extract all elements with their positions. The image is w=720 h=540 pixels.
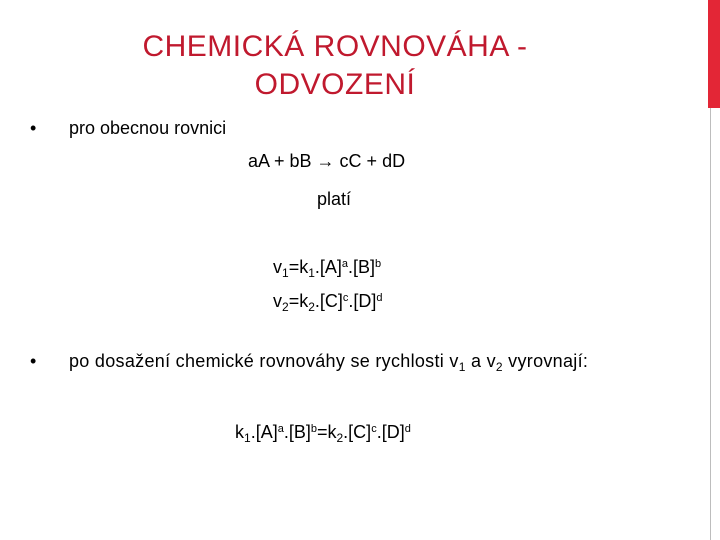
- r1-b-part: .[B]: [348, 257, 376, 277]
- fe-c-part: .[C]: [343, 422, 372, 442]
- r1-eq-k: =k: [288, 257, 309, 277]
- rate-equation-2: [273, 290, 383, 312]
- general-equation: aA + bB → cC + dD: [248, 151, 406, 171]
- fe-d-exp: d: [404, 423, 411, 435]
- r1-a-part: .[A]: [314, 257, 342, 277]
- fe-k1-sub: 1: [244, 431, 251, 445]
- fe-b-exp: b: [310, 423, 317, 435]
- r2-v: v: [273, 291, 282, 311]
- r1-k-sub: 1: [308, 266, 315, 280]
- title-line-2: ODVOZENÍ: [254, 68, 416, 101]
- b2-sub2: 2: [495, 360, 503, 374]
- r2-d-exp: d: [376, 292, 383, 304]
- r2-c-part: .[C]: [314, 291, 343, 311]
- fe-a-exp: a: [277, 423, 284, 435]
- b2-after: vyrovnají:: [502, 351, 589, 371]
- fe-c-exp: c: [371, 423, 377, 435]
- r1-a-exp: a: [341, 258, 349, 270]
- plati-text: platí: [317, 189, 352, 209]
- fe-k1: k: [235, 422, 244, 442]
- bullet-text-2: [69, 350, 588, 372]
- title-line-1: CHEMICKÁ ROVNOVÁHA -: [142, 30, 528, 63]
- slide-title: [0, 28, 670, 104]
- fe-a-part: .[A]: [250, 422, 278, 442]
- fe-d-part: .[D]: [376, 422, 405, 442]
- r2-v-sub: 2: [282, 300, 289, 314]
- rate-equation-1: [273, 256, 381, 278]
- b2-before: po dosažení chemické rovnováhy se rychlosti v: [69, 351, 459, 371]
- r1-v: v: [273, 257, 282, 277]
- b2-sub1: 1: [458, 360, 466, 374]
- fe-eq-k2: =k: [316, 422, 337, 442]
- b2-mid: a v: [465, 351, 496, 371]
- accent-bar: [708, 0, 720, 108]
- r1-v-sub: 1: [282, 266, 289, 280]
- fe-b-part: .[B]: [283, 422, 311, 442]
- r2-eq-k: =k: [288, 291, 309, 311]
- fe-k2-sub: 2: [336, 431, 344, 445]
- r1-b-exp: b: [375, 258, 382, 270]
- side-rule-line: [710, 108, 711, 540]
- r2-d-part: .[D]: [348, 291, 377, 311]
- r2-k-sub: 2: [308, 300, 315, 314]
- bullet-marker-1: •: [30, 118, 37, 138]
- equilibrium-equation: [235, 421, 411, 443]
- bullet-text-1: pro obecnou rovnici: [69, 118, 227, 138]
- r2-c-exp: c: [342, 292, 349, 304]
- bullet-marker-2: •: [30, 351, 37, 371]
